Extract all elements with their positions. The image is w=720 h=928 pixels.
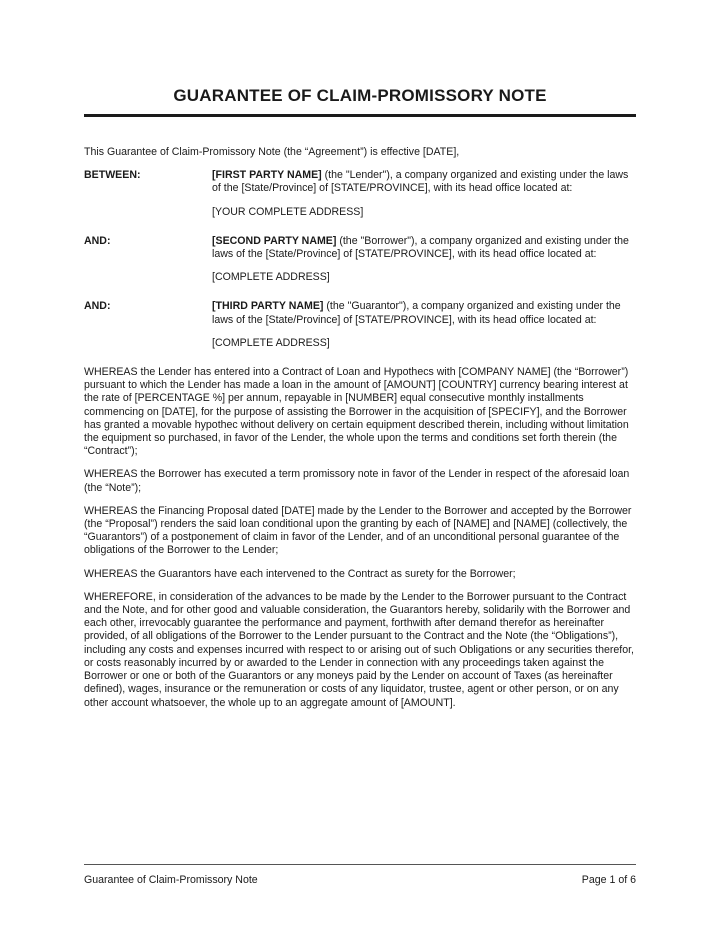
party-name: [THIRD PARTY NAME] <box>212 300 324 313</box>
title-rule <box>84 114 636 117</box>
footer-document-title: Guarantee of Claim-Promissory Note <box>84 874 258 886</box>
recital-paragraph: WHEREAS the Guarantors have each intervened to the Contract as surety for the Borrower; <box>84 567 516 580</box>
party-body <box>212 300 636 366</box>
party-label: BETWEEN: <box>84 169 141 182</box>
party-name: [FIRST PARTY NAME] <box>212 169 322 182</box>
party-description-text: (the "Guarantor"), a company organized and existing under the laws of the [State/Province] of [STATE/PROVINCE], with its head office located at: <box>212 300 621 326</box>
recital-paragraph: WHEREAS the Borrower has executed a term promissory note in favor of the Lender in respect of the aforesaid loan (the “Note”); <box>84 468 630 494</box>
recital-paragraph: WHEREAS the Financing Proposal dated [DATE] made by the Lender to the Borrower and accepted by the Borrower (the “Proposal”) renders the said loan conditional upon the granting by each of [NAME] and [NAME] (collectively, the “Guarantors”) of a postponement of claim in favor of the Lender, and of an unconditional personal guarantee of the obligations of the Borrower to the Lender; <box>84 504 632 557</box>
party-address: [COMPLETE ADDRESS] <box>212 271 330 284</box>
document-title: GUARANTEE OF CLAIM-PROMISSORY NOTE <box>173 86 547 105</box>
party-second <box>84 235 636 301</box>
party-description <box>212 300 636 326</box>
operative-paragraph: WHEREFORE, in consideration of the advances to be made by the Lender to the Borrower pursuant to the Contract and the Note, and for other good and valuable consideration, the Guarantors hereby, solidarily with the Borrower and each other, irrevocably guarantee the performance and payment, forthwith after demand therefor as hereinafter provided, of all obligations of the Borrower to the Lender pursuant to the Contract and the Note (the “Obligations”), including any costs and expenses incurred with respect to or arising out of such Obligations or any securities therefor, or costs reasonably incurred by or awarded to the Lender in connection with any proceedings taken against the Borrower or one or both of the Guarantors or any moneys paid by the Lender on account of Taxes (as hereinafter defined), wages, insurance or the remuneration or costs of any liquidator, trustee, agent or other person, or on any other account whatsoever, the whole up to an aggregate amount of [AMOUNT]. <box>84 590 634 709</box>
party-address: [YOUR COMPLETE ADDRESS] <box>212 205 364 218</box>
page-footer <box>84 864 636 886</box>
party-first <box>84 169 636 235</box>
party-body <box>212 235 636 301</box>
party-name: [SECOND PARTY NAME] <box>212 234 337 247</box>
party-label: AND: <box>84 234 111 247</box>
party-description-text: (the "Borrower"), a company organized and existing under the laws of the [State/Province] of [STATE/PROVINCE], with its head office located at: <box>212 234 629 261</box>
party-third <box>84 300 636 366</box>
party-description-text: (the "Lender"), a company organized and existing under the laws of the [State/Province] of [STATE/PROVINCE], with its head office located at: <box>212 169 629 195</box>
document-body <box>84 146 636 720</box>
party-label: AND: <box>84 300 111 313</box>
party-address: [COMPLETE ADDRESS] <box>212 336 330 349</box>
party-description <box>212 235 636 261</box>
recital-paragraph: WHEREAS the Lender has entered into a Contract of Loan and Hypothecs with [COMPANY NAME] (the “Borrower”) pursuant to which the Lender has made a loan in the amount of [AMOUNT] [COUNTRY] currency bearing interest at the rate of [PERCENTAGE %] per annum, repayable in [NUMBER] equal consecutive monthly installments commencing on [DATE], for the purpose of assisting the Borrower in the acquisition of [SPECIFY], and the Borrower has granted a movable hypothec without delivery on certain equipment described therein, including without limitation the equipment so purchased, in favor of the Lender, the whole upon the terms and conditions set forth therein (the “Contract”); <box>84 366 629 458</box>
intro-text: This Guarantee of Claim-Promissory Note (the “Agreement”) is effective [DATE], <box>84 146 460 158</box>
page-number: Page 1 of 6 <box>581 874 636 886</box>
party-description <box>212 169 636 195</box>
party-body <box>212 169 636 235</box>
